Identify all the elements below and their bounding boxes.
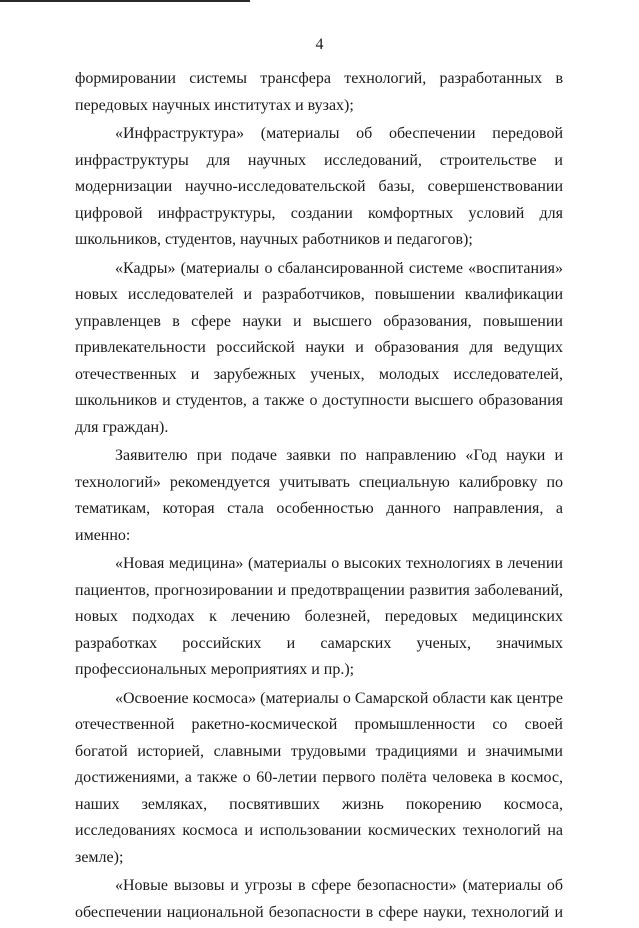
page-number: 4: [315, 36, 324, 53]
document-body: [75, 66, 563, 928]
paragraph-personnel: «Кадры» (материалы о сбалансированной системе «воспитания» новых исследователей и разработчиков, повышении квалификации управленцев в сфере науки и высшего образования, повышении привлекательности российской науки и образования для ведущих отечественных и зарубежных ученых, молодых исследователей, школьников и студентов, а также о доступности высшего образования для граждан).: [75, 259, 563, 436]
scan-edge-line: [0, 0, 250, 2]
paragraph-tech-transfer: формировании системы трансфера технологий, разработанных в передовых научных институтах и вузах);: [75, 70, 563, 114]
paragraph-security-threats: «Новые вызовы и угрозы в сфере безопасности» (материалы об обеспечении национальной безопасности в сфере науки, технологий и: [75, 877, 563, 921]
paragraph-applicant-guidance: Заявителю при подаче заявки по направлению «Год науки и технологий» рекомендуется учитывать специальную калибровку по тематикам, которая стала особенностью данного направления, а именно:: [75, 447, 563, 544]
paragraph-infrastructure: «Инфраструктура» (материалы об обеспечении передовой инфраструктуры для научных исследований, строительстве и модернизации научно-исследовательской базы, совершенствовании цифровой инфраструктуры, создании комфортных условий для школьников, студентов, научных работников и педагогов);: [75, 125, 563, 248]
paragraph-new-medicine: «Новая медицина» (материалы о высоких технологиях в лечении пациентов, прогнозировании и предотвращении развития заболеваний, новых подходах к лечению болезней, передовых медицинских разработках российских и самарских ученых, значимых профессиональных мероприятиях и пр.);: [75, 555, 563, 678]
paragraph-space-exploration: «Освоение космоса» (материалы о Самарской области как центре отечественной ракетно-космической промышленности со своей богатой историей, славными трудовыми традициями и значимыми достижениями, а также о 60-летии первого полёта человека в космос, наших земляках, посвятивших жизнь покорению космоса, исследованиях космоса и использовании космических технологий на земле);: [75, 689, 563, 866]
